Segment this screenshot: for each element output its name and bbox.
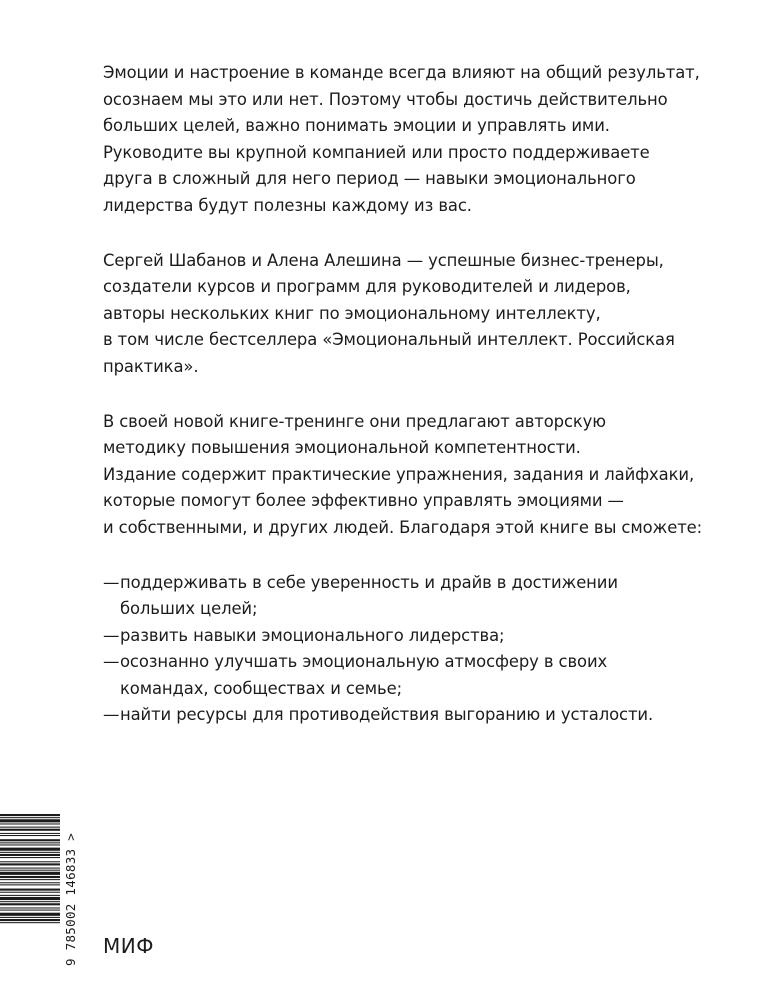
barcode-bar xyxy=(0,848,60,851)
text-line: лидерства будут полезны каждому из вас. xyxy=(103,195,472,215)
barcode-bar xyxy=(0,879,60,880)
back-cover-text xyxy=(103,60,723,729)
text-line: Издание содержит практические упражнения, задания и лайфхаки, xyxy=(103,464,695,484)
text-line: Сергей Шабанов и Алена Алешина — успешные бизнес-тренеры, xyxy=(103,250,664,270)
barcode-bar xyxy=(0,889,60,891)
dash-marker: — xyxy=(103,705,120,725)
text-line: друга в сложный для него период — навыки эмоционального xyxy=(103,169,636,189)
barcode-bar xyxy=(0,903,60,905)
barcode-bar xyxy=(0,857,60,858)
barcode-bar xyxy=(0,884,60,885)
text-line: которые помогут более эффективно управлять эмоциями — xyxy=(103,491,624,511)
text-line: создатели курсов и программ для руководителей и лидеров, xyxy=(103,277,631,297)
barcode-bar xyxy=(0,868,60,869)
text-line: поддерживать в себе уверенность и драйв в достижении xyxy=(120,572,618,592)
text-line: Руководите вы крупной компанией или просто поддерживаете xyxy=(103,142,650,162)
barcode-bar xyxy=(0,833,60,834)
list-item xyxy=(103,649,723,702)
text-line: В своей новой книге-тренинге они предлагают авторскую xyxy=(103,411,606,431)
barcode-bar xyxy=(0,835,60,836)
barcode-bar xyxy=(0,842,60,843)
barcode-bar xyxy=(0,872,60,875)
barcode-bar xyxy=(0,852,60,853)
barcode-bar xyxy=(0,829,60,831)
benefits-list xyxy=(103,570,723,730)
barcode-bar xyxy=(0,863,60,865)
text-line: больших целей, важно понимать эмоции и управлять ими. xyxy=(103,116,610,136)
text-line: Эмоции и настроение в команде всегда влияют на общий результат, xyxy=(103,63,700,82)
isbn-number: 9 785002 146833 > xyxy=(63,832,78,966)
text-line: в том числе бестселлера «Эмоциональный интеллект. Российская xyxy=(103,330,675,350)
text-line: и собственными, и других людей. Благодаря этой книге вы сможете: xyxy=(103,517,703,537)
barcode-bar xyxy=(0,870,60,871)
barcode-bar xyxy=(0,917,60,918)
text-line: командах, сообществах и семье; xyxy=(120,678,403,698)
barcode-bar xyxy=(0,839,60,841)
intro-paragraph xyxy=(103,60,723,220)
book-description-paragraph xyxy=(103,409,723,542)
text-line: авторы нескольких книг по эмоциональному интеллекту, xyxy=(103,303,601,323)
barcode-bar xyxy=(0,913,60,916)
text-line: методику повышения эмоциональной компетентности. xyxy=(103,438,581,458)
text-line: развить навыки эмоционального лидерства; xyxy=(120,625,505,645)
barcode-bar xyxy=(0,854,60,856)
barcode-bar xyxy=(0,919,60,921)
barcode-bar xyxy=(0,892,60,893)
authors-paragraph xyxy=(103,248,723,381)
text-line: осознанно улучшать эмоциональную атмосферу в своих xyxy=(120,652,608,672)
text-line: найти ресурсы для противодействия выгоранию и усталости. xyxy=(120,705,654,725)
barcode-bar xyxy=(0,819,60,822)
barcode-bar xyxy=(0,827,60,828)
barcode-bar xyxy=(0,817,60,818)
barcode-bar xyxy=(0,876,60,878)
dash-marker: — xyxy=(103,572,120,592)
barcode-bar xyxy=(0,901,60,902)
dash-marker: — xyxy=(103,625,120,645)
list-item xyxy=(103,623,723,650)
barcode-bar xyxy=(0,897,60,900)
barcode-bar xyxy=(0,922,60,923)
text-line: практика». xyxy=(103,356,199,376)
barcode-bar xyxy=(0,823,60,824)
text-line: больших целей; xyxy=(120,599,258,619)
barcode-bar xyxy=(0,882,60,883)
barcode-bar xyxy=(0,861,60,862)
barcode-bar xyxy=(0,844,60,845)
publisher-logo: МИФ xyxy=(103,934,154,958)
barcode-bar xyxy=(0,910,60,911)
text-line: осознаем мы это или нет. Поэтому чтобы достичь действительно xyxy=(103,89,668,109)
barcode-bar xyxy=(0,814,60,816)
barcode-bar xyxy=(0,907,60,908)
barcode-bars xyxy=(0,812,60,972)
list-item xyxy=(103,570,723,623)
dash-marker: — xyxy=(103,652,120,672)
barcode-bar xyxy=(0,895,60,896)
list-item xyxy=(103,702,723,729)
